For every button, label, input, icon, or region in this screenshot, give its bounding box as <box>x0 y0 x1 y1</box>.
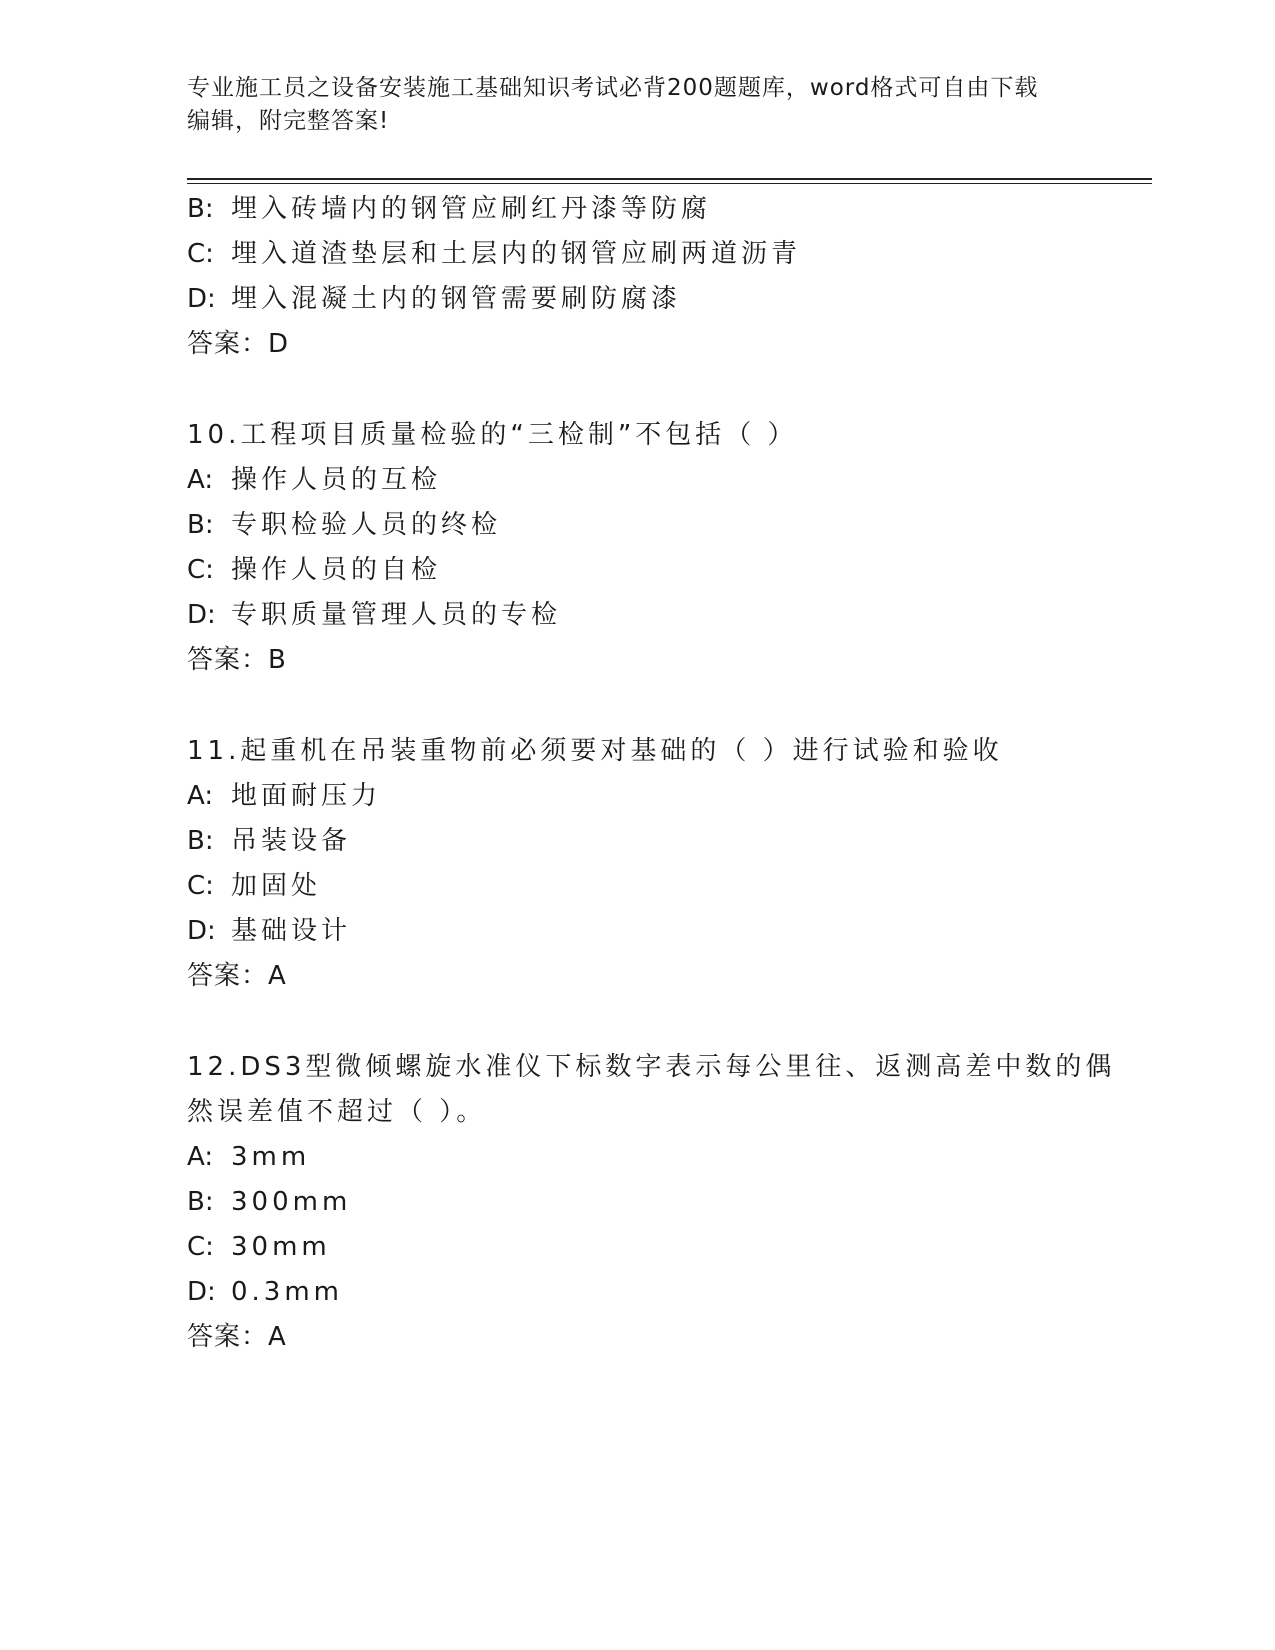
option-text: 300mm <box>231 1187 352 1217</box>
option-text: 操作人员的自检 <box>231 555 442 585</box>
option-key: B: <box>187 1187 214 1217</box>
option-text: 埋入砖墙内的钢管应刷红丹漆等防腐 <box>231 194 712 224</box>
option-key: B: <box>187 510 214 540</box>
question-stem-line-1: 12.DS3型微倾螺旋水准仪下标数字表示每公里往、返测高差中数的偶 <box>187 1052 1116 1082</box>
option-text: 操作人员的互检 <box>231 465 442 495</box>
option-key: B: <box>187 194 214 224</box>
option-text: 0.3mm <box>231 1277 344 1307</box>
option-text: 埋入道渣垫层和土层内的钢管应刷两道沥青 <box>231 239 802 269</box>
option-text: 专职质量管理人员的专检 <box>231 600 562 630</box>
option-text: 30mm <box>231 1232 331 1262</box>
option-key: C: <box>187 555 214 585</box>
option-b <box>187 824 351 858</box>
option-c <box>187 1230 331 1264</box>
answer-line: 答案：D <box>187 329 290 359</box>
option-key: A: <box>187 1142 214 1172</box>
answer-line: 答案：A <box>187 961 287 991</box>
option-key: D: <box>187 916 216 946</box>
document-header <box>187 72 1067 138</box>
option-d <box>187 598 561 632</box>
option-key: C: <box>187 239 214 269</box>
header-divider-thin <box>187 183 1152 184</box>
option-key: C: <box>187 871 214 901</box>
option-text: 加固处 <box>231 871 322 901</box>
option-text: 专职检验人员的终检 <box>231 510 502 540</box>
option-a <box>187 1140 310 1174</box>
answer-line: 答案：A <box>187 1322 287 1352</box>
option-b <box>187 192 711 226</box>
question-stem: 10.工程项目质量检验的“三检制”不包括（ ） <box>187 420 798 450</box>
answer-line: 答案：B <box>187 645 287 675</box>
option-text: 3mm <box>231 1142 311 1172</box>
option-c <box>187 869 321 903</box>
option-key: D: <box>187 600 216 630</box>
option-key: A: <box>187 781 214 811</box>
option-key: C: <box>187 1232 214 1262</box>
option-text: 埋入混凝土内的钢管需要刷防腐漆 <box>231 284 682 314</box>
option-a <box>187 463 441 497</box>
option-b <box>187 1185 351 1219</box>
header-line-2: 编辑，附完整答案! <box>187 108 390 134</box>
option-key: D: <box>187 1277 216 1307</box>
header-line-1: 专业施工员之设备安装施工基础知识考试必背200题题库，word格式可自由下载 <box>187 75 1039 101</box>
option-c <box>187 237 801 271</box>
option-text: 地面耐压力 <box>231 781 382 811</box>
option-b <box>187 508 501 542</box>
option-d <box>187 282 681 316</box>
header-divider-thick <box>187 178 1152 180</box>
option-d <box>187 914 351 948</box>
option-key: B: <box>187 826 214 856</box>
option-text: 吊装设备 <box>231 826 352 856</box>
option-c <box>187 553 441 587</box>
question-stem: 11.起重机在吊装重物前必须要对基础的（ ）进行试验和验收 <box>187 736 1003 766</box>
option-key: D: <box>187 284 216 314</box>
option-a <box>187 779 381 813</box>
option-d <box>187 1275 343 1309</box>
question-stem-line-2: 然误差值不超过（ ）。 <box>187 1097 487 1127</box>
option-key: A: <box>187 465 214 495</box>
option-text: 基础设计 <box>231 916 352 946</box>
